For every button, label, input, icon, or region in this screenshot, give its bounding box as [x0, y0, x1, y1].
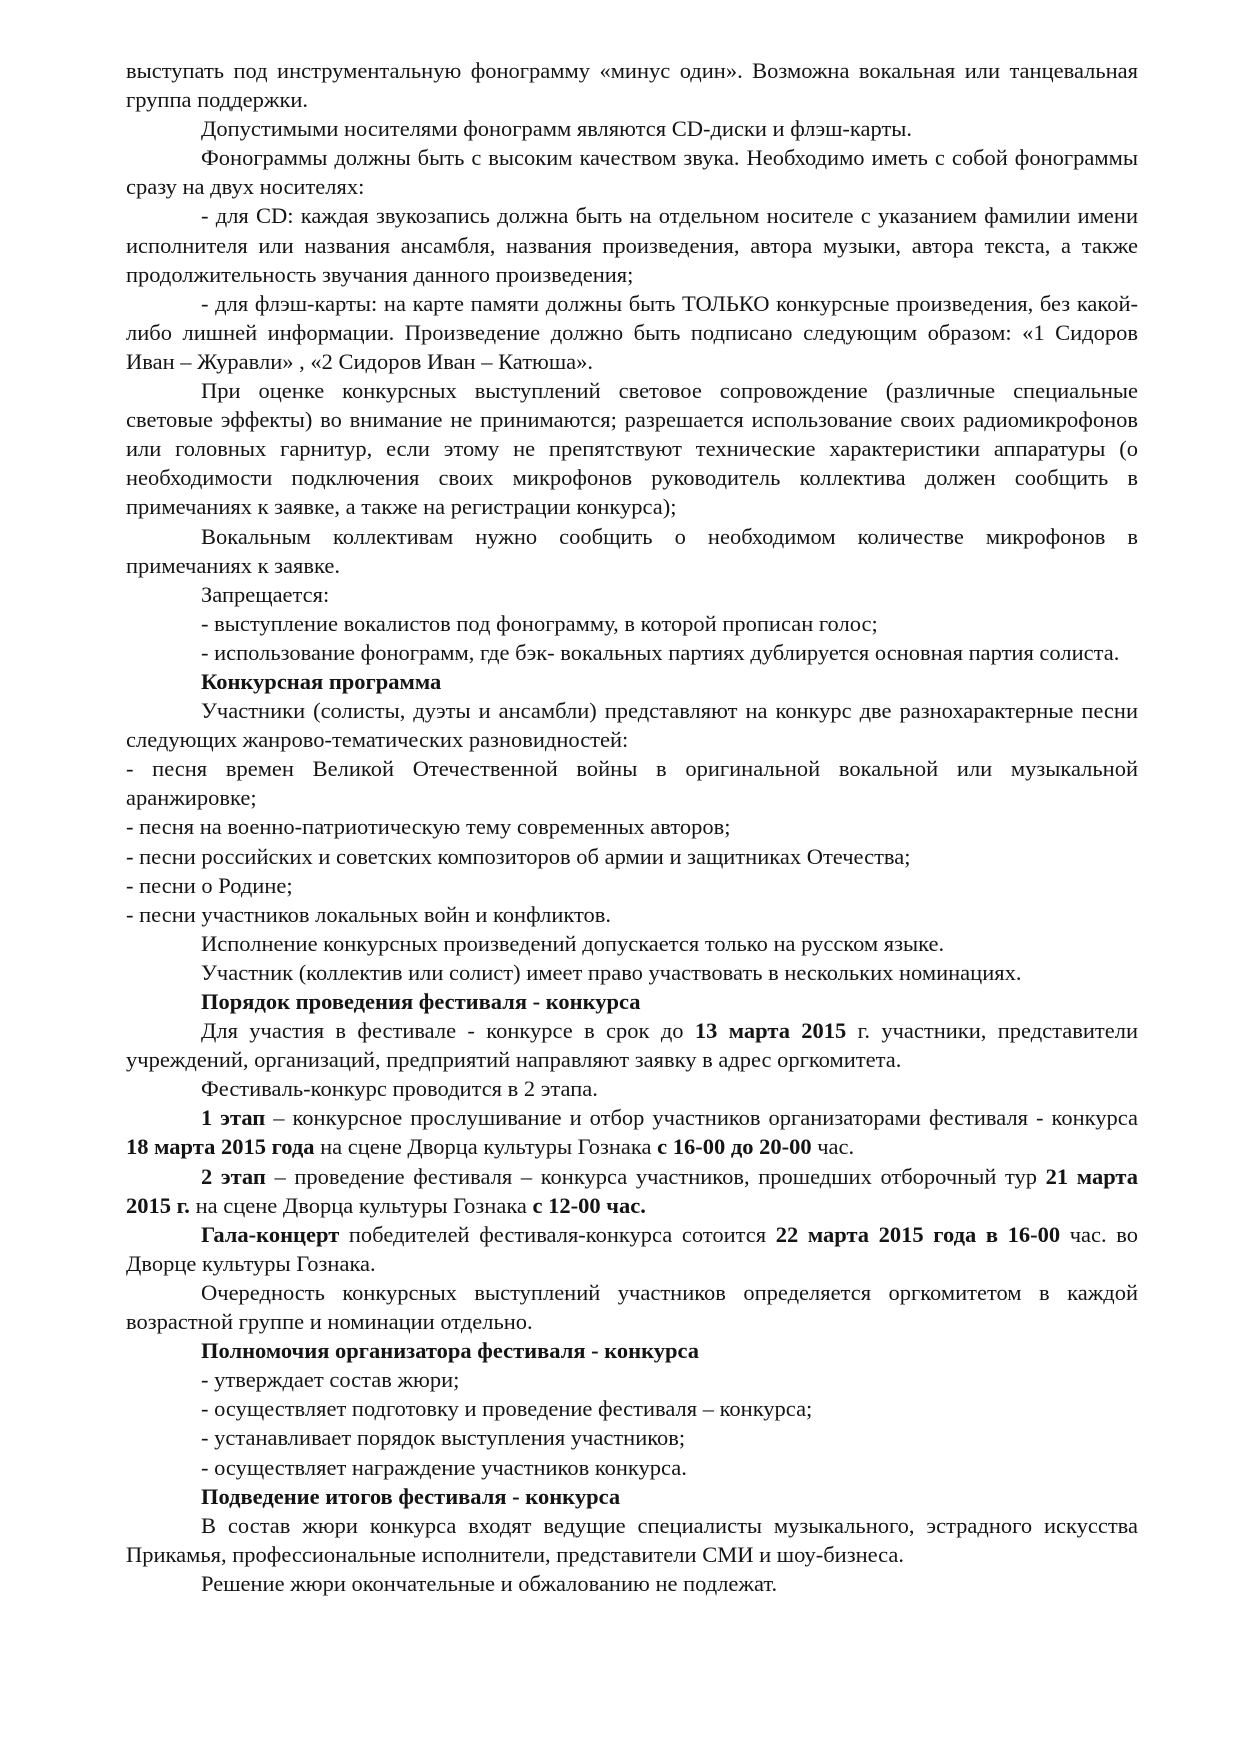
- paragraph: выступать под инструментальную фонограмму «минус один». Возможна вокальная или танцевальная группа поддержки.: [126, 58, 1138, 113]
- stage-label: 1 этап: [201, 1105, 266, 1131]
- date-highlight: 13 марта 2015: [694, 1018, 847, 1044]
- paragraph: При оценке конкурсных выступлений световое сопровождение (различные специальные световые эффекты) во внимание не принимаются; разрешается использование своих радиомикрофонов или головных гарнитур, если этому не препятствуют технические характеристики аппаратуры (о необходимости подключения своих микрофонов руководитель коллектива должен сообщить в примечаниях к заявке, а также на регистрации конкурса);: [126, 378, 1138, 520]
- document-page: [126, 56, 1138, 1598]
- paragraph: [126, 1103, 1138, 1161]
- list-item: - песни участников локальных войн и конфликтов.: [126, 901, 612, 927]
- text-run: – конкурсное прослушивание и отбор участников организаторами фестиваля - конкурса: [265, 1105, 1138, 1131]
- paragraph: В состав жюри конкурса входят ведущие специалисты музыкального, эстрадного искусства Прикамья, профессиональные исполнители, представители СМИ и шоу-бизнеса.: [126, 1512, 1138, 1567]
- paragraph: Участник (коллектив или солист) имеет право участвовать в нескольких номинациях.: [201, 959, 1022, 985]
- text-run: Для участия в фестивале - конкурсе в срок до: [201, 1018, 695, 1044]
- text-run: час.: [811, 1134, 855, 1160]
- text-run: г. участники, представители учреждений, организаций, предприятий направляют заявку в адрес оргкомитета.: [126, 1018, 1138, 1073]
- paragraph: Решение жюри окончательные и обжалованию не подлежат.: [201, 1570, 778, 1596]
- paragraph: Запрещается:: [201, 581, 330, 607]
- paragraph: Допустимыми носителями фонограмм являются CD-диски и флэш-карты.: [201, 116, 913, 142]
- list-item: - устанавливает порядок выступления участников;: [201, 1425, 686, 1451]
- paragraph: Участники (солисты, дуэты и ансамбли) представляют на конкурс две разнохарактерные песни следующих жанрово-тематических разновидностей:: [126, 698, 1138, 753]
- text-run: – проведение фестиваля – конкурса участников, прошедших отборочный тур: [265, 1163, 1046, 1189]
- paragraph: Вокальным коллективам нужно сообщить о необходимом количестве микрофонов в примечаниях к заявке.: [126, 523, 1138, 578]
- section-heading-program: Конкурсная программа: [201, 668, 442, 694]
- list-item: - песни российских и советских композиторов об армии и защитниках Отечества;: [126, 843, 911, 869]
- list-item: - осуществляет награждение участников конкурса.: [201, 1454, 687, 1480]
- list-item: - песня времен Великой Отечественной войны в оригинальной вокальной или музыкальной аранжировке;: [126, 756, 1138, 811]
- paragraph: [126, 1162, 1138, 1220]
- text-run: на сцене Дворца культуры Гознака: [314, 1134, 658, 1160]
- section-heading-results: Подведение итогов фестиваля - конкурса: [201, 1483, 621, 1509]
- date-highlight: 22 марта 2015 года в 16-00: [775, 1221, 1061, 1247]
- date-highlight: 21 марта 2015 г.: [126, 1163, 1138, 1218]
- text-run: час. во Дворце культуры Гознака.: [126, 1221, 1139, 1276]
- paragraph: [126, 1016, 1138, 1074]
- text-run: на сцене Дворца культуры Гознака: [189, 1192, 533, 1218]
- time-highlight: с 12-00 час.: [532, 1192, 646, 1218]
- paragraph: Фонограммы должны быть с высоким качеством звука. Необходимо иметь с собой фонограммы сразу на двух носителях:: [126, 145, 1138, 200]
- text-run: победителей фестиваля-конкурса сотоится: [339, 1221, 776, 1247]
- paragraph: Фестиваль-конкурс проводится в 2 этапа.: [201, 1076, 598, 1102]
- paragraph: - для флэш-карты: на карте памяти должны быть ТОЛЬКО конкурсные произведения, без какой-либо лишней информации. Произведение должно быть подписано следующим образом: «1 Сидоров Иван – Журавли» , «2 Сидоров Иван – Катюша».: [126, 290, 1138, 374]
- paragraph: - использование фонограмм, где бэк- вокальных партиях дублируется основная партия солиста.: [201, 639, 1120, 665]
- gala-label: Гала-концерт: [201, 1221, 340, 1247]
- paragraph: - выступление вокалистов под фонограмму, в которой прописан голос;: [201, 610, 878, 636]
- section-heading-powers: Полномочия организатора фестиваля - конкурса: [201, 1338, 700, 1364]
- stage-label: 2 этап: [201, 1163, 266, 1189]
- paragraph: [126, 1220, 1138, 1278]
- list-item: - осуществляет подготовку и проведение фестиваля – конкурса;: [201, 1396, 813, 1422]
- list-item: - песни о Родине;: [126, 872, 293, 898]
- paragraph: - для CD: каждая звукозапись должна быть на отдельном носителе с указанием фамилии имени исполнителя или названия ансамбля, названия произведения, автора музыки, автора текста, а также продолжительность звучания данного произведения;: [126, 203, 1138, 287]
- date-highlight: 18 марта 2015 года: [126, 1134, 315, 1160]
- paragraph: Очередность конкурсных выступлений участников определяется оргкомитетом в каждой возрастной группе и номинации отдельно.: [126, 1279, 1138, 1335]
- section-heading-order: Порядок проведения фестиваля - конкурса: [201, 989, 641, 1014]
- list-item: - утверждает состав жюри;: [201, 1367, 460, 1393]
- list-item: - песня на военно-патриотическую тему современных авторов;: [126, 814, 731, 840]
- paragraph: Исполнение конкурсных произведений допускается только на русском языке.: [201, 930, 945, 956]
- time-highlight: с 16-00 до 20-00: [657, 1134, 812, 1160]
